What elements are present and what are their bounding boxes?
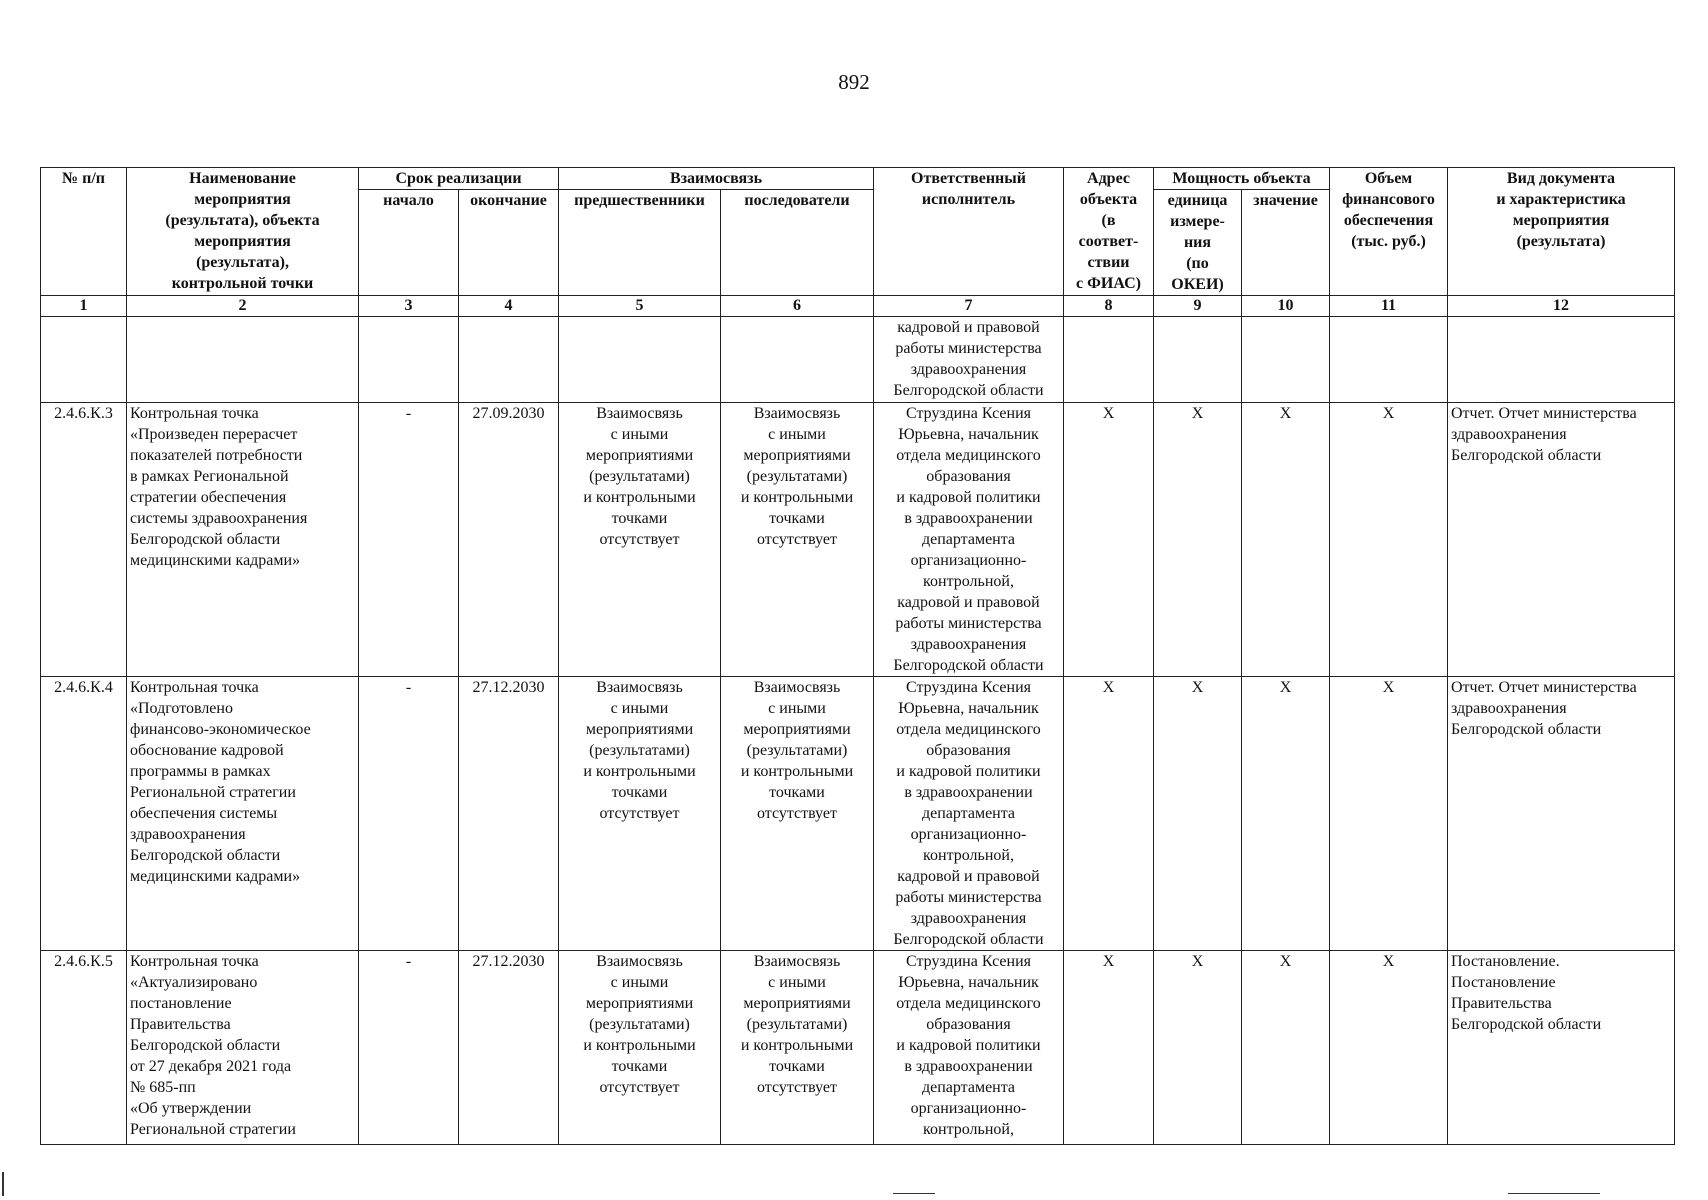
text-line: образования (926, 742, 1011, 759)
text-line: Струздина Ксения (906, 405, 1031, 422)
column-number: 1 (41, 296, 127, 317)
text-line: системы здравоохранения (130, 510, 308, 527)
row-responsible (874, 403, 1064, 677)
text-line: организационно- (910, 1100, 1027, 1117)
text-line: Юрьевна, начальник (898, 974, 1039, 991)
row-predecessors (559, 951, 721, 1145)
text-line: ствии (1087, 254, 1130, 271)
table-row (41, 403, 1675, 677)
text-line: Юрьевна, начальник (898, 700, 1039, 717)
row-finance: X (1330, 403, 1448, 677)
row-id: 2.4.6.К.5 (41, 951, 127, 1145)
text-line: обоснование кадровой (130, 742, 284, 759)
text-line: здравоохранения (910, 636, 1027, 653)
text-line: объекта (1079, 191, 1138, 208)
column-number: 4 (459, 296, 559, 317)
text-line: отсутствует (756, 531, 838, 548)
row-name (127, 403, 359, 677)
text-line: Правительства (1451, 995, 1552, 1012)
text-line: (результатами) (589, 1016, 690, 1033)
row-document (1448, 677, 1675, 951)
row-start: - (359, 677, 459, 951)
text-line: департамента (921, 805, 1016, 822)
row-responsible (874, 677, 1064, 951)
column-number: 8 (1064, 296, 1154, 317)
text-line: здравоохранения (910, 361, 1027, 378)
text-line: и контрольными (583, 1037, 696, 1054)
text-line: отдела медицинского (896, 447, 1041, 464)
text-line: Правительства (130, 1016, 231, 1033)
text-line: Белгородской области (893, 657, 1044, 674)
text-line: и контрольными (583, 489, 696, 506)
text-line: организационно- (910, 552, 1027, 569)
text-line: Региональной стратегии (130, 784, 296, 801)
text-line: и контрольными (583, 763, 696, 780)
text-line: Белгородской области (893, 382, 1044, 399)
text-line: медицинскими кадрами» (130, 552, 301, 569)
row-successors (721, 951, 874, 1145)
text-line: постановление (130, 995, 232, 1012)
text-line: контрольной, (923, 1121, 1014, 1138)
text-line: в здравоохранении (904, 784, 1033, 801)
text-line: обеспечения (1343, 212, 1434, 229)
header-finance (1330, 168, 1448, 296)
text-line: с иными (768, 974, 826, 991)
text-line: мероприятия (194, 233, 291, 250)
row-successors (721, 403, 874, 677)
header-capacity-unit (1154, 190, 1242, 296)
row-unit: X (1154, 951, 1242, 1145)
text-line: департамента (921, 531, 1016, 548)
text-line: единица (1167, 192, 1228, 209)
text-line: финансово-экономическое (130, 721, 311, 738)
text-line: Белгородской области (1451, 721, 1602, 738)
scan-artifact (893, 1193, 935, 1194)
text-line: образования (926, 1016, 1011, 1033)
text-line: департамента (921, 1079, 1016, 1096)
column-number: 12 (1448, 296, 1675, 317)
row-value: X (1242, 951, 1330, 1145)
row-end: 27.12.2030 (459, 951, 559, 1145)
text-line: кадровой и правовой (897, 594, 1040, 611)
page-number: 892 (838, 70, 870, 94)
text-line: мероприятиями (585, 447, 694, 464)
text-line: работы министерства (895, 615, 1042, 632)
header-name (127, 168, 359, 296)
text-line: и кадровой политики (896, 1037, 1041, 1054)
text-line: мероприятия (194, 191, 291, 208)
text-line: и кадровой политики (896, 489, 1041, 506)
text-line: отсутствует (599, 1079, 680, 1096)
text-line: Вид документа (1506, 170, 1616, 187)
row-document (1448, 951, 1675, 1145)
text-line: работы министерства (895, 889, 1042, 906)
row-finance: X (1330, 951, 1448, 1145)
table-row (41, 677, 1675, 951)
text-line: Взаимосвязь (753, 679, 841, 696)
text-line: мероприятиями (585, 721, 694, 738)
text-line: Контрольная точка (130, 679, 259, 696)
text-line: измере- (1170, 213, 1225, 230)
header-term-start: начало (359, 190, 459, 296)
text-line: в рамках Региональной (130, 468, 289, 485)
text-line: ния (1183, 234, 1212, 251)
text-line: отсутствует (756, 805, 838, 822)
text-line: Отчет. Отчет министерства (1451, 405, 1637, 422)
text-line: Белгородской области (1451, 1016, 1602, 1033)
text-line: точками (769, 510, 825, 527)
text-line: работы министерства (895, 340, 1042, 357)
header-capacity-value: значение (1242, 190, 1330, 296)
text-line: «Произведен перерасчет (130, 426, 298, 443)
text-line: организационно- (910, 826, 1027, 843)
text-line: точками (611, 1058, 668, 1075)
column-number: 6 (721, 296, 874, 317)
text-line: Белгородской области (130, 847, 281, 864)
column-number: 5 (559, 296, 721, 317)
row-value: X (1242, 677, 1330, 951)
text-line: кадровой и правовой (897, 868, 1040, 885)
header-term: Срок реализации (359, 168, 559, 190)
row-document (1448, 403, 1675, 677)
row-end: 27.09.2030 (459, 403, 559, 677)
text-line: Белгородской области (893, 931, 1044, 948)
text-line: Струздина Ксения (906, 953, 1031, 970)
text-line: и контрольными (740, 763, 854, 780)
text-line: (результата), объекта (165, 212, 320, 229)
text-line: (по (1186, 255, 1209, 272)
text-line: «Подготовлено (130, 700, 233, 717)
text-line: исполнитель (921, 191, 1016, 208)
text-line: (результатами) (589, 742, 690, 759)
header-capacity: Мощность объекта (1154, 168, 1330, 190)
text-line: (результатами) (746, 742, 848, 759)
row-successors (721, 677, 874, 951)
text-line: Струздина Ксения (906, 679, 1031, 696)
text-line: стратегии обеспечения (130, 489, 287, 506)
text-line: (результата), (196, 254, 289, 271)
header-link: Взаимосвязь (559, 168, 874, 190)
row-name (127, 951, 359, 1145)
continuation-row (41, 317, 1675, 403)
text-line: с ФИАС) (1076, 275, 1141, 292)
text-line: контрольной точки (171, 275, 314, 292)
text-line: ОКЕИ) (1171, 276, 1224, 293)
text-line: отсутствует (756, 1079, 838, 1096)
continuation-responsible (874, 317, 1064, 403)
text-line: Белгородской области (130, 531, 281, 548)
text-line: отдела медицинского (896, 995, 1041, 1012)
text-line: «Актуализировано (130, 974, 258, 991)
text-line: «Об утверждении (130, 1100, 252, 1117)
text-line: контрольной, (923, 847, 1014, 864)
text-line: мероприятиями (743, 995, 851, 1012)
text-line: финансового (1342, 191, 1435, 208)
text-line: Взаимосвязь (596, 953, 683, 970)
text-line: Постановление. (1451, 953, 1560, 970)
text-line: Наименование (189, 170, 296, 187)
table-body (41, 317, 1675, 1145)
text-line: в здравоохранении (904, 510, 1033, 527)
activity-plan-table (40, 167, 1675, 1145)
row-value: X (1242, 403, 1330, 677)
text-line: (результата) (1516, 233, 1606, 250)
text-line: Взаимосвязь (753, 405, 841, 422)
text-line: Постановление (1451, 974, 1556, 991)
text-line: Белгородской области (130, 1037, 281, 1054)
text-line: контрольной, (923, 573, 1014, 590)
text-line: точками (769, 1058, 825, 1075)
column-number: 7 (874, 296, 1064, 317)
text-line: (в (1101, 212, 1116, 229)
text-line: отдела медицинского (896, 721, 1041, 738)
row-name (127, 677, 359, 951)
row-id: 2.4.6.К.4 (41, 677, 127, 951)
text-line: и характеристика (1496, 191, 1626, 208)
text-line: и кадровой политики (896, 763, 1041, 780)
text-line: Контрольная точка (130, 953, 259, 970)
text-line: и контрольными (740, 1037, 854, 1054)
text-line: с иными (610, 700, 669, 717)
table-header (41, 168, 1675, 317)
text-line: Взаимосвязь (596, 405, 683, 422)
text-line: показателей потребности (130, 447, 303, 464)
text-line: мероприятиями (743, 447, 851, 464)
text-line: с иными (768, 426, 826, 443)
text-line: (результатами) (589, 468, 690, 485)
row-address: X (1064, 403, 1154, 677)
text-line: точками (769, 784, 825, 801)
row-predecessors (559, 403, 721, 677)
row-id: 2.4.6.К.3 (41, 403, 127, 677)
text-line: Ответственный (911, 170, 1026, 187)
row-unit: X (1154, 677, 1242, 951)
row-start: - (359, 951, 459, 1145)
scan-artifact (1508, 1193, 1600, 1194)
text-line: образования (926, 468, 1011, 485)
text-line: Адрес (1087, 170, 1130, 187)
row-address: X (1064, 677, 1154, 951)
text-line: здравоохранения (130, 826, 246, 843)
text-line: Взаимосвязь (596, 679, 683, 696)
text-line: программы в рамках (130, 763, 271, 780)
text-line: точками (611, 784, 668, 801)
column-number: 11 (1330, 296, 1448, 317)
text-line: мероприятия (1512, 212, 1610, 229)
text-line: Отчет. Отчет министерства (1451, 679, 1637, 696)
header-link-next: последователи (721, 190, 874, 296)
text-line: с иными (768, 700, 826, 717)
row-start: - (359, 403, 459, 677)
text-line: Объем (1364, 170, 1413, 187)
row-unit: X (1154, 403, 1242, 677)
text-line: и контрольными (740, 489, 854, 506)
header-term-end: окончание (459, 190, 559, 296)
text-line: Белгородской области (1451, 447, 1602, 464)
text-line: медицинскими кадрами» (130, 868, 301, 885)
text-line: № 685-пп (130, 1079, 196, 1096)
text-line: кадровой и правовой (897, 319, 1040, 336)
text-line: с иными (610, 426, 669, 443)
scan-artifact (2, 1172, 4, 1196)
column-number: 3 (359, 296, 459, 317)
row-predecessors (559, 677, 721, 951)
row-address: X (1064, 951, 1154, 1145)
row-responsible (874, 951, 1064, 1145)
row-end: 27.12.2030 (459, 677, 559, 951)
text-line: здравоохранения (1451, 700, 1567, 717)
text-line: мероприятиями (743, 721, 851, 738)
text-line: соответ- (1078, 233, 1139, 250)
text-line: Взаимосвязь (753, 953, 841, 970)
text-line: точками (611, 510, 668, 527)
text-line: отсутствует (599, 531, 680, 548)
text-line: Юрьевна, начальник (898, 426, 1039, 443)
text-line: (тыс. руб.) (1351, 233, 1426, 250)
column-number: 10 (1242, 296, 1330, 317)
column-number: 9 (1154, 296, 1242, 317)
text-line: обеспечения системы (130, 805, 278, 822)
header-doc (1448, 168, 1675, 296)
column-number: 2 (127, 296, 359, 317)
text-line: отсутствует (599, 805, 680, 822)
header-address (1064, 168, 1154, 296)
text-line: (результатами) (746, 468, 848, 485)
text-line: (результатами) (746, 1016, 848, 1033)
text-line: от 27 декабря 2021 года (130, 1058, 292, 1075)
header-num: № п/п (41, 168, 127, 296)
text-line: Контрольная точка (130, 405, 259, 422)
column-number-row (41, 296, 1675, 317)
row-finance: X (1330, 677, 1448, 951)
text-line: с иными (610, 974, 669, 991)
text-line: в здравоохранении (904, 1058, 1033, 1075)
text-line: здравоохранения (910, 910, 1027, 927)
header-link-prev: предшественники (559, 190, 721, 296)
text-line: здравоохранения (1451, 426, 1567, 443)
table-row (41, 951, 1675, 1145)
header-responsible (874, 168, 1064, 296)
text-line: Региональной стратегии (130, 1121, 296, 1138)
text-line: мероприятиями (585, 995, 694, 1012)
